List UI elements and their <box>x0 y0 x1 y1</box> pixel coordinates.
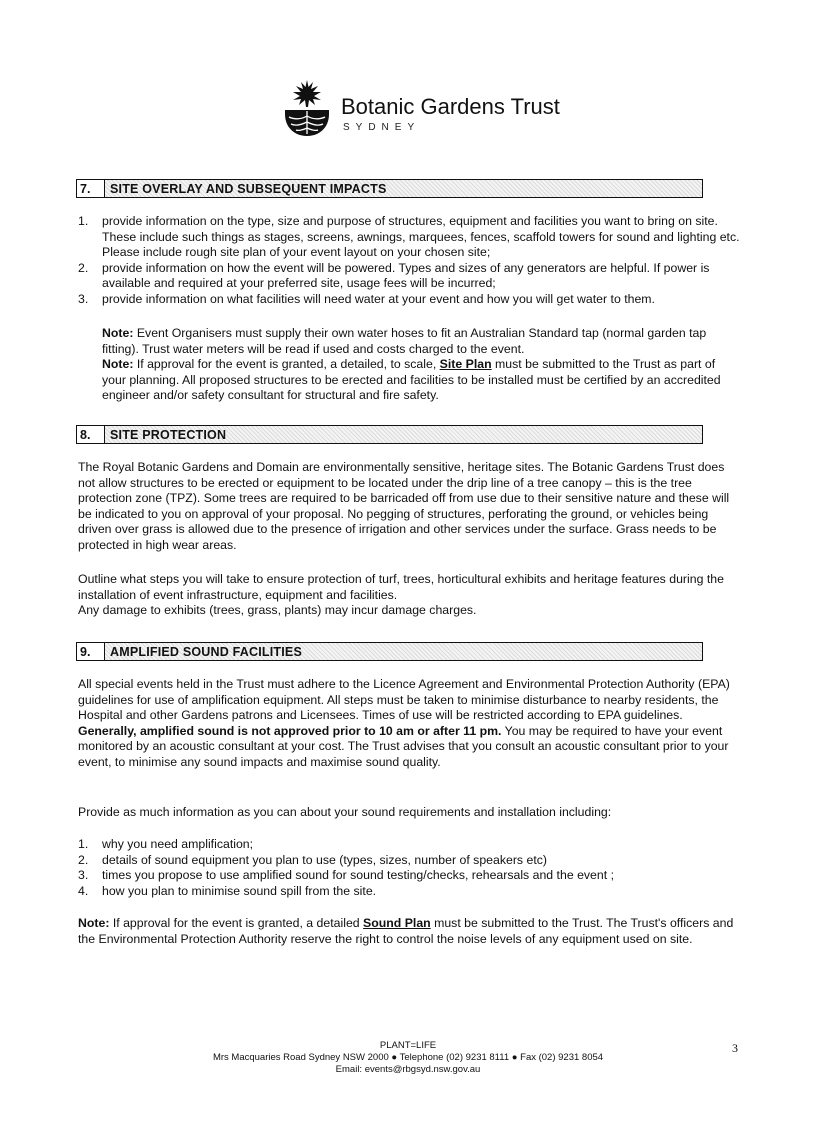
list-text: how you plan to minimise sound spill from the site. <box>102 883 377 898</box>
damage-charges-paragraph: Any damage to exhibits (trees, grass, plants) may incur damage charges. <box>78 603 477 617</box>
note-text: If approval for the event is granted, a detailed <box>109 916 364 930</box>
section-number: 8. <box>77 426 105 443</box>
section-title: AMPLIFIED SOUND FACILITIES <box>110 644 303 659</box>
footer-address: Mrs Macquaries Road Sydney NSW 2000 ● Telephone (02) 9231 8111 ● Fax (02) 9231 8054 <box>212 1052 604 1063</box>
logo <box>277 72 560 142</box>
list-item <box>78 853 740 869</box>
section-number: 7. <box>77 180 105 197</box>
list-text: provide information on how the event will be powered. Types and sizes of any generators are helpful. If power is available and required at your preferred site, usage fees will be incurred; <box>102 260 710 291</box>
page-number: 3 <box>732 1041 738 1055</box>
logo-subtitle: SYDNEY <box>343 122 421 133</box>
list-item <box>78 884 740 900</box>
note-text: must be submitted to the Trust. The Trust's officers and the Environmental Protection Authority reserve the right to control the noise levels of any equipment used on site. <box>78 916 734 946</box>
footer <box>0 1040 816 1076</box>
list-item <box>78 868 740 884</box>
section-7-notes <box>102 326 738 404</box>
paragraph-text: All special events held in the Trust must adhere to the Licence Agreement and Environmental Protection Authority (EPA) guidelines for use of amplification equipment. All steps must be taken to minimise disturbance to nearby residents, the Hospital and other Gardens patrons and Licensees. Times of use will be restricted according to EPA guidelines. <box>78 677 730 723</box>
list-text: times you propose to use amplified sound for sound testing/checks, rehearsals and the event ; <box>102 868 614 883</box>
list-item <box>78 292 740 308</box>
protection-steps-paragraph: Outline what steps you will take to ensure protection of turf, trees, horticultural exhibits and heritage features during the installation of event infrastructure, equipment and facilities. <box>78 572 724 602</box>
list-number: 3. <box>78 868 89 883</box>
sound-requirements-intro: Provide as much information as you can about your sound requirements and installation including: <box>78 805 612 819</box>
note-paragraph <box>102 357 738 404</box>
sound-plan-term: Sound Plan <box>363 916 431 930</box>
note-label: Note: <box>102 326 134 340</box>
list-number: 1. <box>78 837 89 851</box>
note-text: Event Organisers must supply their own water hoses to fit an Australian Standard tap (normal garden tap fitting). Trust water meters will be read if used and costs charged to the event. <box>102 326 707 356</box>
list-item <box>78 837 740 853</box>
amplified-sound-paragraph <box>78 677 740 771</box>
note-text: If approval for the event is granted, a detailed, to scale, <box>133 357 440 372</box>
section-title: SITE OVERLAY AND SUBSEQUENT IMPACTS <box>110 181 387 196</box>
note-label: Note: <box>102 357 134 372</box>
list-number: 3. <box>78 291 89 306</box>
list-number: 1. <box>78 214 89 228</box>
note-text: must be submitted to the Trust as part of your planning. All proposed structures to be erected and facilities to be installed must be certified by an accredited engineer and/or safety consultant for structural and fire safety. <box>102 357 721 403</box>
section-7-header <box>76 179 703 198</box>
list-text: provide information on the type, size and purpose of structures, equipment and facilities you want to bring on site. These include such things as stages, screens, awnings, marquees, fences, scaffold towers for sound and lighting etc. Please include rough site plan of your event layout on your chosen site; <box>102 214 740 260</box>
footer-email: Email: events@rbgsyd.nsw.gov.au <box>335 1064 481 1075</box>
tree-emblem-icon <box>277 74 337 140</box>
logo-title: Botanic Gardens Trust <box>341 94 560 119</box>
list-text: why you need amplification; <box>102 837 254 851</box>
footer-motto: PLANT=LIFE <box>379 1040 437 1051</box>
list-text: details of sound equipment you plan to use (types, sizes, number of speakers etc) <box>102 852 547 867</box>
note-label: Note: <box>78 916 110 930</box>
section-9-header <box>76 642 703 661</box>
section-7-list <box>78 214 740 308</box>
list-text: provide information on what facilities will need water at your event and how you will get water to them. <box>102 291 655 306</box>
list-number: 2. <box>78 260 89 275</box>
sound-plan-note <box>78 916 740 947</box>
site-protection-paragraph: The Royal Botanic Gardens and Domain are environmentally sensitive, heritage sites. The Botanic Gardens Trust does not allow structures to be erected or equipment to be located under the drip line of a tree canopy – this is the tree protection zone (TPZ). Some trees are required to be barricaded off from use due to their sensitive nature and these will be indicated to you on approval of your proposal. No pegging of structures, perforating the ground, or vehicles being driven over grass is allowed due to the presence of irrigation and other services under the surface. Grass needs to be protected in high wear areas. <box>78 460 730 552</box>
paragraph-text: You may be required to have your event monitored by an acoustic consultant at your cost. The Trust advises that you consult an acoustic consultant prior to your event, to minimise any sound impacts and maximise sound quality. <box>78 723 729 769</box>
section-8-header <box>76 425 703 444</box>
section-number: 9. <box>77 643 105 660</box>
section-title: SITE PROTECTION <box>110 427 227 442</box>
site-plan-term: Site Plan <box>439 357 492 372</box>
note-paragraph <box>102 326 738 357</box>
list-item <box>78 214 740 261</box>
list-number: 2. <box>78 852 89 867</box>
list-number: 4. <box>78 883 89 898</box>
section-9-list <box>78 837 740 899</box>
sound-restriction-text: Generally, amplified sound is not approved prior to 10 am or after 11 pm. <box>78 723 502 738</box>
list-item <box>78 261 740 292</box>
